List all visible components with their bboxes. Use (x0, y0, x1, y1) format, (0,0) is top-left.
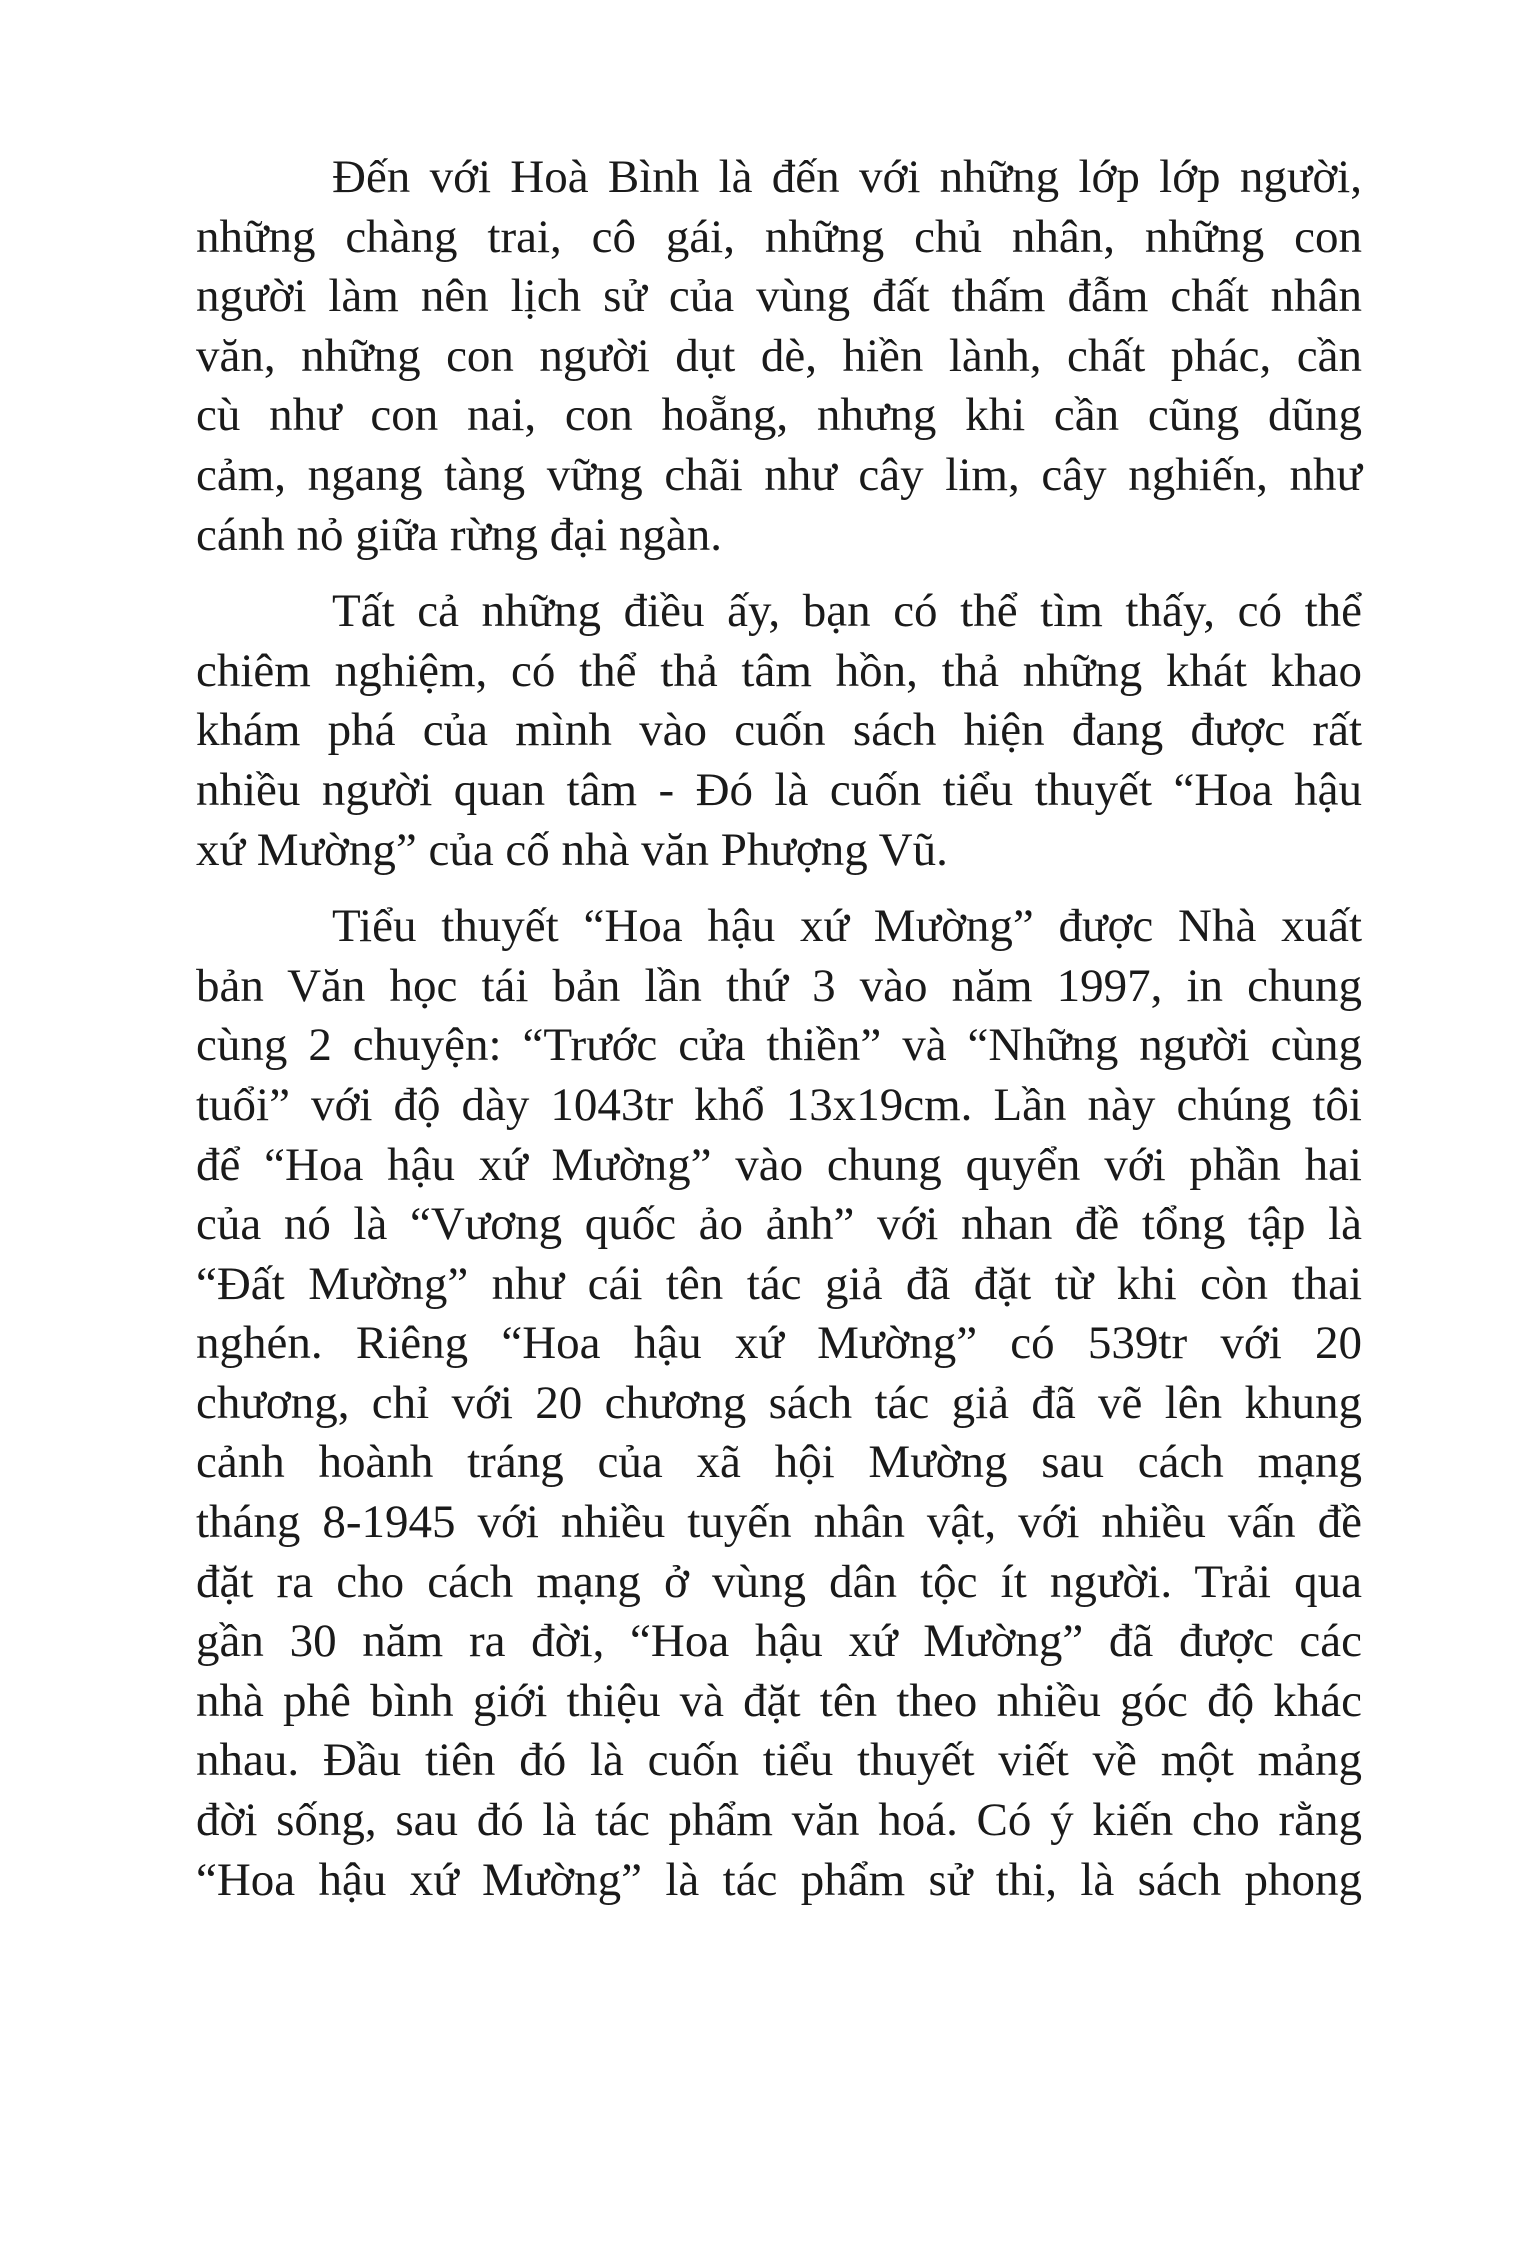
text-line: Tiểu thuyết “Hoa hậu xứ Mường” được Nhà xuất (332, 900, 1362, 953)
text-line: tháng 8-1945 với nhiều tuyến nhân vật, với nhiều vấn đề (196, 1496, 1362, 1549)
text-line: Tất cả những điều ấy, bạn có thể tìm thấy, có thể (332, 585, 1362, 638)
text-line: gần 30 năm ra đời, “Hoa hậu xứ Mường” đã được các (196, 1615, 1362, 1668)
text-line: nhà phê bình giới thiệu và đặt tên theo nhiều góc độ khác (196, 1674, 1362, 1727)
text-line: cảm, ngang tàng vững chãi như cây lim, cây nghiến, như (196, 448, 1362, 501)
text-line: nhiều người quan tâm - Đó là cuốn tiểu thuyết “Hoa hậu (196, 763, 1362, 816)
text-line: tuổi” với độ dày 1043tr khổ 13x19cm. Lần này chúng tôi (196, 1078, 1362, 1131)
text-line: đặt ra cho cách mạng ở vùng dân tộc ít người. Trải qua (196, 1555, 1362, 1608)
paragraph-gap (196, 565, 1362, 582)
text-line: Đến với Hoà Bình là đến với những lớp lớp người, (332, 151, 1362, 203)
text-line: chiêm nghiệm, có thể thả tâm hồn, thả những khát khao (196, 644, 1362, 697)
text-line: “Đất Mường” như cái tên tác giả đã đặt từ khi còn thai (196, 1257, 1362, 1310)
text-line: để “Hoa hậu xứ Mường” vào chung quyển với phần hai (196, 1138, 1362, 1191)
text-line: bản Văn học tái bản lần thứ 3 vào năm 1997, in chung (196, 959, 1362, 1012)
paragraph-1 (196, 148, 1362, 565)
text-line: nghén. Riêng “Hoa hậu xứ Mường” có 539tr với 20 (196, 1317, 1362, 1370)
text-line: khám phá của mình vào cuốn sách hiện đang được rất (196, 704, 1362, 757)
text-line: đời sống, sau đó là tác phẩm văn hoá. Có ý kiến cho rằng (196, 1794, 1362, 1847)
paragraph-gap (196, 880, 1362, 897)
text-line: cánh nỏ giữa rừng đại ngàn. (196, 508, 723, 561)
text-line: người làm nên lịch sử của vùng đất thấm đẫm chất nhân (196, 270, 1362, 323)
text-line: cảnh hoành tráng của xã hội Mường sau cách mạng (196, 1436, 1362, 1489)
text-line: xứ Mường” của cố nhà văn Phượng Vũ. (196, 823, 948, 876)
text-line: chương, chỉ với 20 chương sách tác giả đã vẽ lên khung (196, 1376, 1362, 1429)
text-line: những chàng trai, cô gái, những chủ nhân, những con (196, 210, 1362, 263)
text-line: văn, những con người dụt dè, hiền lành, chất phác, cần (196, 329, 1362, 382)
page-body-text (196, 148, 1362, 1910)
text-line: của nó là “Vương quốc ảo ảnh” với nhan đề tổng tập là (196, 1198, 1362, 1251)
text-line: cùng 2 chuyện: “Trước cửa thiền” và “Những người cùng (196, 1019, 1362, 1072)
paragraph-2 (196, 582, 1362, 880)
text-line: nhau. Đầu tiên đó là cuốn tiểu thuyết viết về một mảng (196, 1734, 1362, 1787)
text-line: cù như con nai, con hoẵng, nhưng khi cần cũng dũng (196, 389, 1362, 442)
text-line: “Hoa hậu xứ Mường” là tác phẩm sử thi, là sách phong (196, 1853, 1362, 1906)
paragraph-3 (196, 897, 1362, 1910)
